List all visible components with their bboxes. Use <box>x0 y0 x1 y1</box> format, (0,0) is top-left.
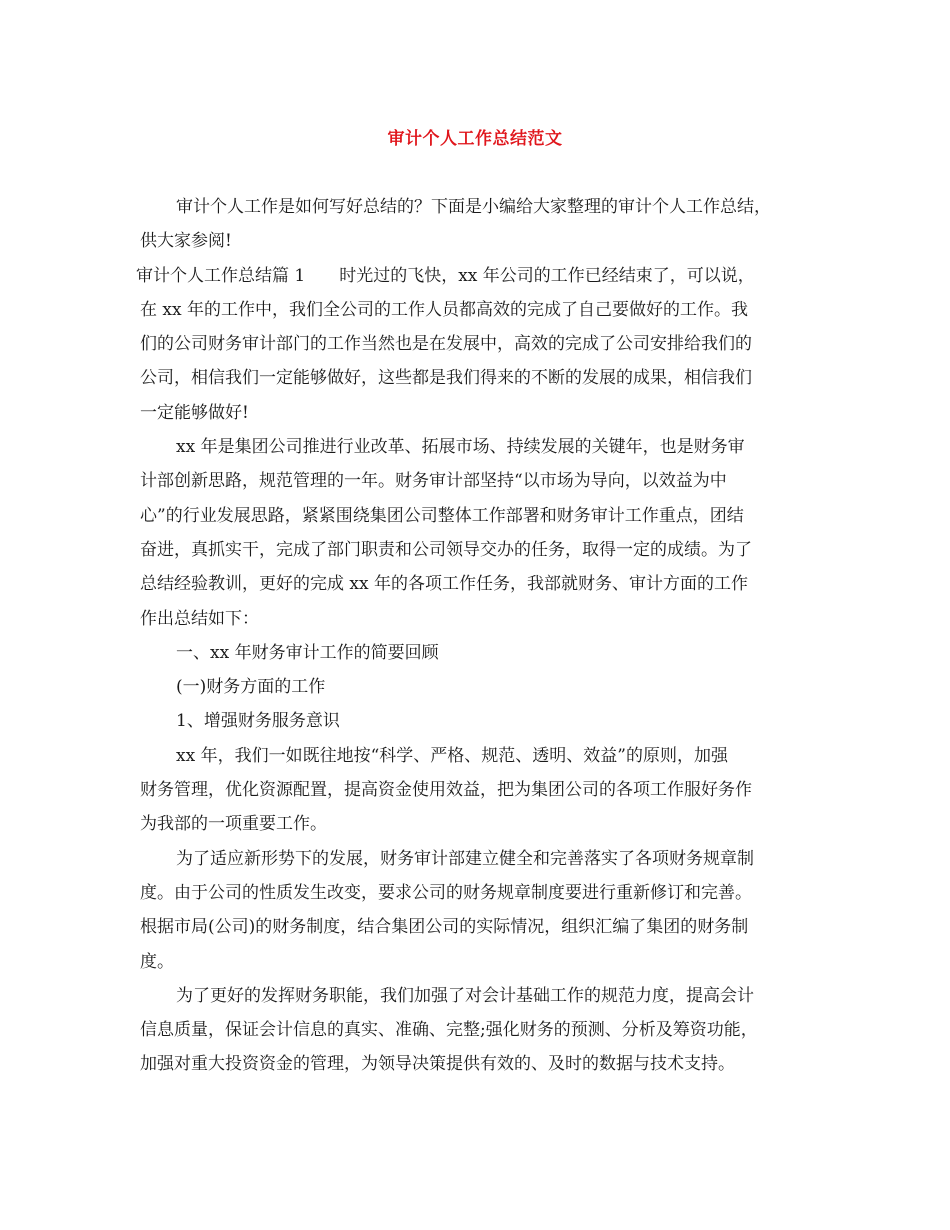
text-line: 供大家参阅! <box>140 231 232 252</box>
text-line: 审计个人工作是如何写好总结的？下面是小编给大家整理的审计个人工作总结， <box>176 197 771 217</box>
text-line: 根据市局(公司)的财务制度，结合集团公司的实际情况，组织汇编了集团的财务制 <box>140 917 749 938</box>
text-line: 加强对重大投资资金的管理，为领导决策提供有效的、及时的数据与技术支持。 <box>140 1054 735 1075</box>
text-line: 审计个人工作总结篇 1 时光过的飞快，xx 年公司的工作已经结束了，可以说， <box>136 265 755 286</box>
text-line: 为我部的一项重要工作。 <box>140 814 327 835</box>
text-line: 度。 <box>140 951 174 972</box>
text-line: 公司，相信我们一定能够做好，这些都是我们得来的不断的发展的成果，相信我们 <box>140 368 752 389</box>
text-line: 作出总结如下： <box>140 608 259 629</box>
text-line: xx 年，我们一如既往地按“科学、严格、规范、透明、效益”的原则，加强 <box>176 745 728 766</box>
text-line: 1、增强财务服务意识 <box>176 711 340 732</box>
text-line: 一定能够做好! <box>140 402 249 423</box>
text-line: 计部创新思路，规范管理的一年。财务审计部坚持“以市场为导向，以效益为中 <box>140 471 727 492</box>
text-line: 在 xx 年的工作中，我们全公司的工作人员都高效的完成了自己要做好的工作。我 <box>140 299 748 320</box>
text-line: 信息质量，保证会计信息的真实、准确、完整;强化财务的预测、分析及筹资功能， <box>140 1020 758 1041</box>
text-line: 度。由于公司的性质发生改变，要求公司的财务规章制度要进行重新修订和完善。 <box>140 882 752 903</box>
text-line: 财务管理，优化资源配置，提高资金使用效益，把为集团公司的各项工作服好务作 <box>140 780 752 801</box>
text-line: 们的公司财务审计部门的工作当然也是在发展中，高效的完成了公司安排给我们的 <box>140 334 752 355</box>
text-line: 心”的行业发展思路，紧紧围绕集团公司整体工作部署和财务审计工作重点，团结 <box>140 505 744 526</box>
text-line: xx 年是集团公司推进行业改革、拓展市场、持续发展的关键年，也是财务审 <box>176 437 745 458</box>
text-line: 奋进，真抓实干，完成了部门职责和公司领导交办的任务，取得一定的成绩。为了 <box>140 539 752 560</box>
text-line: (一)财务方面的工作 <box>176 677 326 698</box>
document-title: 审计个人工作总结范文 <box>387 129 563 149</box>
text-line: 为了更好的发挥财务职能，我们加强了对会计基础工作的规范力度，提高会计 <box>176 985 754 1006</box>
text-line: 一、xx 年财务审计工作的简要回顾 <box>176 642 439 663</box>
document-body <box>136 190 840 1082</box>
text-line: 总结经验教训，更好的完成 xx 年的各项工作任务，我部就财务、审计方面的工作 <box>140 574 748 595</box>
text-line: 为了适应新形势下的发展，财务审计部建立健全和完善落实了各项财务规章制 <box>176 848 754 869</box>
